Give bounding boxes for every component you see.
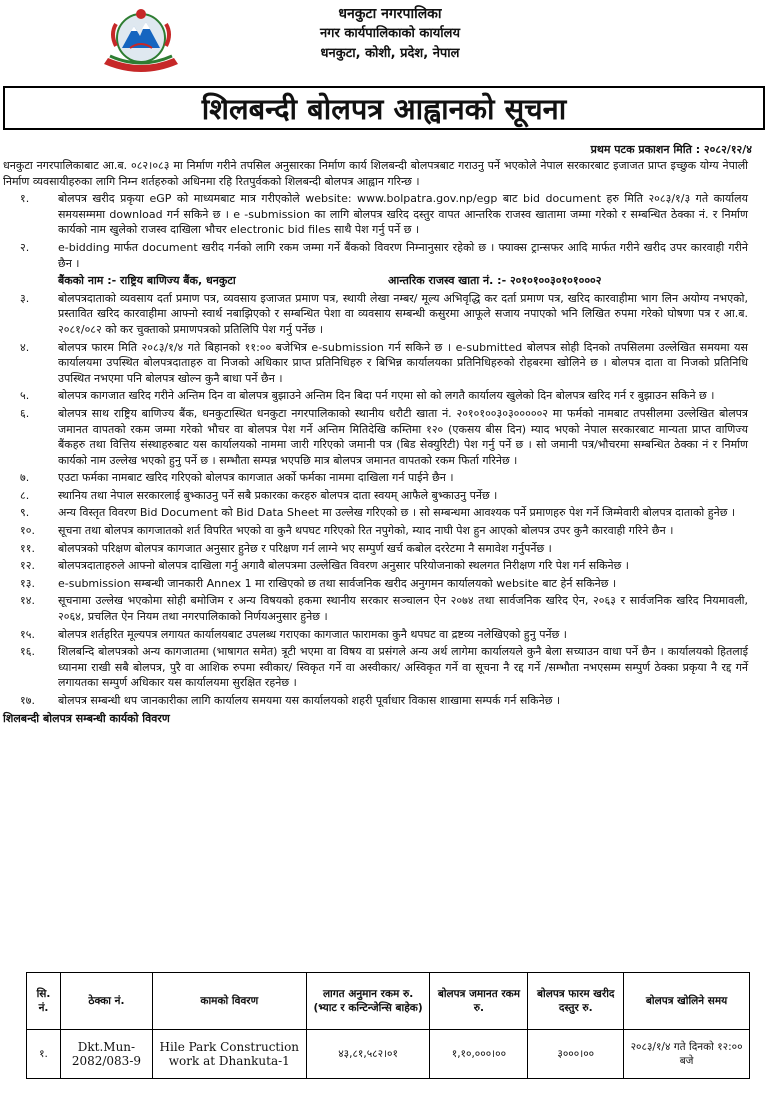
notice-body	[3, 158, 749, 726]
condition-item	[20, 523, 748, 539]
table-header-cell: कामको विवरण	[152, 973, 306, 1030]
condition-number: १७.	[20, 694, 35, 707]
condition-number: २.	[20, 240, 30, 254]
condition-text: e-bidding मार्फत document खरीद गर्नको लागि रकम जम्मा गर्ने बैंकको विवरण निम्नानुसार रहेको छ । फ्याक्स ट्रान्सफर आदि मार्फत गरीने खरीद उपर कारवाही गरीने छैन ।	[58, 240, 748, 270]
condition-item	[20, 388, 748, 404]
condition-item	[20, 693, 748, 709]
condition-text: बोलपत्रदाताहरुले आफ्नो बोलपत्र दाखिला गर्नु अगावै बोलपत्रमा उल्लेखित विवरण अनुसार परियोजनाको स्थलगत निरीक्षण गरि पेश गर्न सकिनेछ ।	[58, 559, 629, 573]
table-cell: १,१०,०००।००	[430, 1030, 528, 1079]
condition-number: ३.	[20, 291, 30, 305]
table-header-cell: बोलपत्र खोलिने समय	[624, 973, 750, 1030]
work-details-table	[26, 972, 750, 1079]
condition-number: ६.	[20, 406, 30, 420]
condition-text: बोलपत्रको परिक्षण बोलपत्र कागजात अनुसार हुनेछ र परिक्षण गर्न लाग्ने भए सम्पुर्ण खर्च कबोल दररेटमा नै समावेश गर्नुपर्नेछ ।	[58, 541, 552, 555]
municipality-name: धनकुटा नगरपालिका	[338, 6, 442, 22]
condition-number: १३.	[20, 576, 35, 590]
condition-item	[20, 340, 748, 387]
conditions-list-part2	[20, 291, 748, 709]
bank-details	[58, 273, 748, 289]
condition-item	[20, 406, 748, 468]
table-header-cell: लागत अनुमान रकम रु. (भ्याट र कन्टिन्जेन्सि बाहेक)	[306, 973, 430, 1030]
table-row	[27, 1030, 750, 1079]
condition-text: शिलबन्दि बोलपत्रको अन्य कागजातमा (भाषागत समेत) त्रूटी भएमा वा विषय वा प्रसंगले अन्य अर्थ लागेमा कार्यालयले कुनै बेला सच्याउन वाधा पर्ने छैन । कार्यालयको हितलाई ध्यानमा राखी सबै बोलपत्र, पुरै वा आशिक रुपमा स्वीकार/ स्विकृत गर्ने वा अस्वीकार/ अस्विकृत गर्ने वा सूचना नै रद्द गर्ने /सम्भौता नभएसम्म सम्पुर्ण ठेक्का प्रकृया नै रद्द गर्ने लगायतका सम्पुर्ण अधिकार यस कार्यालयमा सुरक्षित रहनेछ ।	[58, 645, 748, 690]
condition-number: ४.	[20, 340, 30, 354]
office-address: धनकुटा, कोशी, प्रदेश, नेपाल	[320, 46, 460, 61]
table-title: शिलबन्दी बोलपत्र सम्बन्धी कार्यको विवरण	[3, 711, 170, 725]
condition-item	[20, 644, 748, 691]
condition-item	[20, 470, 748, 486]
office-name-block	[240, 4, 540, 64]
condition-number: १२.	[20, 559, 35, 573]
condition-text: बोलपत्र खरीद प्रकृया eGP को माध्यमबाट मात्र गरीएकोले website: www.bolpatra.gov.np/egp बाट bid document हरु मिति २०८३/१/३ गते कार्यालय समयसम्ममा download गर्न सकिने छ । e -submission का लागि बोलपत्र खरिद दस्तुर वापत आन्तरिक राजस्व खातामा जम्मा गरेको र सम्बन्धित ठेक्का नं. र निर्माण कार्यको नाम खुलेको राजस्व दाखिला भौचर electronic bid files साथै पेश गर्नु पर्ने छ ।	[58, 192, 748, 237]
condition-number: १४.	[20, 594, 35, 608]
bank-account: आन्तरिक राजस्व खाता नं. :- २०१०१००३०१०१०००२	[388, 274, 602, 288]
condition-text: अन्य विस्तृत विवरण Bid Document को Bid Data Sheet मा उल्लेख गरिएको छ । सो सम्बन्धमा आवश्यक पर्ने प्रमाणहरु पेश गर्ने जिम्मेवारी बोलपत्र दाताको हुनेछ ।	[58, 506, 736, 520]
condition-text: e-submission सम्बन्धी जानकारी Annex 1 मा राखिएको छ तथा सार्वजनिक खरीद अनुगमन कार्यालयको website बाट हेर्न सकिनेछ ।	[58, 576, 617, 590]
table-cell: Dkt.Mun-2082/083-9	[60, 1030, 152, 1079]
condition-text: बोलपत्र शर्तहरित मूल्यपत्र लगायत कार्यालयबाट उपलब्ध गराएका कागजात फारामका कुनै थपघट वा द्रष्टव्य नलेखिएको हुनु पर्नेछ ।	[58, 627, 567, 641]
table-cell: ३०००।००	[528, 1030, 624, 1079]
table-header-cell: सि. नं.	[27, 973, 61, 1030]
letterhead	[0, 0, 770, 85]
condition-text: सूचना तथा बोलपत्र कागजातको शर्त विपरित भएको वा कुनै थपघट गरिएको रित नपुगेको, म्याद नाघी पेश हुन आएको बोलपत्र उपर कुनै कारवाही गरिने छैन ।	[58, 524, 674, 538]
condition-number: ८.	[20, 488, 30, 502]
condition-item	[20, 576, 748, 592]
table-header-cell: ठेक्का नं.	[60, 973, 152, 1030]
condition-number: १.	[20, 192, 30, 206]
condition-number: ११.	[20, 541, 35, 555]
table-header-row	[27, 973, 750, 1030]
condition-item	[20, 541, 748, 557]
bank-name: बैंकको नाम :- राष्ट्रिय बाणिज्य बैंक, धनकुटा	[58, 274, 236, 288]
table-cell: १.	[27, 1030, 61, 1079]
condition-item	[20, 191, 748, 238]
condition-text: बोलपत्र फारम मिति २०८३/१/४ गते बिहानको ११:०० बजेभित्र e-submission गर्न सकिने छ । e-submitted बोलपत्र सोही दिनको तपसिलमा उल्लेखित समयमा यस कार्यालयमा उपस्थित बोलपत्रदाताहरु वा निजको अधिकार प्राप्त प्रतिनिधिहरु र बिभिन्न कार्यालयका प्रतिनिधिहरुको रोहबरमा खोलिने छ । बोलपत्र दाता वा निजको प्रतिनिधि उपस्थित नभएमा पनि बोलपत्र खोल्न कुनै बाधा पर्ने छैन ।	[58, 340, 748, 385]
nepal-emblem-icon	[100, 4, 182, 80]
condition-number: ९.	[20, 506, 30, 520]
table-body	[27, 1030, 750, 1079]
condition-text: बोलपत्र कागजात खरिद गरीने अन्तिम दिन वा बोलपत्र बुझाउने अन्तिम दिन बिदा पर्न गएमा सो को लगतै कार्यालय खुलेको दिन बोलपत्र खरिद गर्न र बुझाउन सकिने छ ।	[58, 389, 715, 403]
condition-item	[20, 488, 748, 504]
condition-text: बोलपत्र साथ राष्ट्रिय बाणिज्य बैंक, धनकुटास्थित धनकुटा नगरपालिकाको स्थानीय धरौटी खाता नं. २०१०१००३०३०००००२ मा फर्मको नामबाट तपसीलमा उल्लेखित बोलपत्र जमानत वापतको रकम जम्मा गरेको भौचर वा बोलपत्र पेश गर्ने अन्तिम मितिदेखि कम्तिमा १२० (एकसय बीस दिन) म्याद भएको नेपाल सरकारबाट मान्यता प्राप्त वाणिज्य बैंकहरु तथा वित्तिय संस्थाहरुबाट यस कार्यालयको नाममा जारी गरिएको जमानी पत्र (बिड सेक्युरिटी) पेश गर्नु पर्ने छ । सो जमानी पत्र/भौचरमा सम्बन्धित ठेक्का नं र निर्माण कार्यको नाम उल्लेख भएको हुनु पर्ने छ । सम्भौता सम्पन्न भएपछि मात्र बोलपत्र जमानत वापतको रकम फिर्ता गरिनेछ ।	[58, 406, 748, 467]
condition-text: बोलपत्रदाताको व्यवसाय दर्ता प्रमाण पत्र, व्यवसाय इजाजत प्रमाण पत्र, स्थायी लेखा नम्बर/ मूल्य अभिवृद्धि कर दर्ता प्रमाण पत्र, खरिद कारवाहीमा भाग लिन अयोग्य नभएको, प्रस्तावित खरिद कारवाहीमा आफ्नो स्वार्थ नबाझिएको र सम्बन्धित पेशा वा व्यवसाय सम्बन्धी कसुरमा आफूले सजाय नपाएको भनि लिखित रुपमा गरेको घोषणा पत्र र आ.ब. २०८१/०८२ को कर चुक्ताको प्रमाणपत्रको प्रतिलिपि पेश गर्नु पर्नेछ ।	[58, 291, 748, 336]
notice-title: शिलबन्दी बोलपत्र आह्वानको सूचना	[3, 86, 765, 130]
table-header-cell: बोलपत्र फारम खरीद दस्तुर रु.	[528, 973, 624, 1030]
condition-number: १०.	[20, 524, 35, 538]
condition-item	[20, 291, 748, 338]
condition-item	[20, 558, 748, 574]
table-cell: Hile Park Construction work at Dhankuta-1	[152, 1030, 306, 1079]
condition-number: १६.	[20, 645, 35, 659]
condition-text: बोलपत्र सम्बन्धी थप जानकारीका लागि कार्यालय समयमा यस कार्यालयको शहरी पूर्वाधार विकास शाखामा सम्पर्क गर्न सकिनेछ ।	[58, 694, 561, 707]
condition-text: स्थानिय तथा नेपाल सरकारलाई बुभ्काउनु पर्ने सबै प्रकारका करहरु बोलपत्र दाता स्वयम् आफैले बुभ्काउनु पर्नेछ ।	[58, 488, 498, 502]
table-header-cell: बोलपत्र जमानत रकम रु.	[430, 973, 528, 1030]
condition-text: एउटा फर्मका नामबाट खरिद गरिएको बोलपत्र कागजात अर्को फर्मका नाममा दाखिला गर्न पाईने छैन ।	[58, 471, 454, 485]
condition-item	[20, 240, 748, 271]
conditions-list-part1	[20, 191, 748, 271]
condition-number: ५.	[20, 389, 30, 403]
office-name: नगर कार्यपालिकाको कार्यालय	[319, 26, 461, 41]
condition-item	[20, 593, 748, 624]
publication-date: प्रथम पटक प्रकाशन मिति : २०८२/१२/४	[590, 143, 752, 156]
condition-number: ७.	[20, 471, 30, 485]
intro-paragraph: धनकुटा नगरपालिकाबाट आ.ब. ०८२।०८३ मा निर्माण गरीने तपसिल अनुसारका निर्माण कार्य शिलबन्दी बोलपत्रबाट गराउनु पर्ने भएकोले नेपाल सरकारबाट इजाजत प्राप्त इच्छुक योग्य नेपाली निर्माण व्यवसायीहरुका लागि निम्न शर्तहरुको अधिनमा रहि रितपुर्वकको शिलबन्दी बोलपत्र आह्वान गरिन्छ ।	[3, 159, 749, 188]
condition-item	[20, 505, 748, 521]
condition-item	[20, 627, 748, 643]
table-cell: २०८३/१/४ गते दिनको १२:०० बजे	[624, 1030, 750, 1079]
condition-number: १५.	[20, 627, 35, 641]
table-cell: ४३,८१,५८२।०१	[306, 1030, 430, 1079]
condition-text: सूचनामा उल्लेख भएकोमा सोही बमोजिम र अन्य विषयको हकमा स्थानीय सरकार सञ्चालन ऐन २०७४ तथा सार्वजनिक खरिद ऐन, २०६३ र सार्वजनिक खरिद नियमावली, २०६४, प्रचलित ऐन नियम तथा नगरपालिकाको निर्णयअनुसार हुनेछ ।	[58, 594, 748, 624]
